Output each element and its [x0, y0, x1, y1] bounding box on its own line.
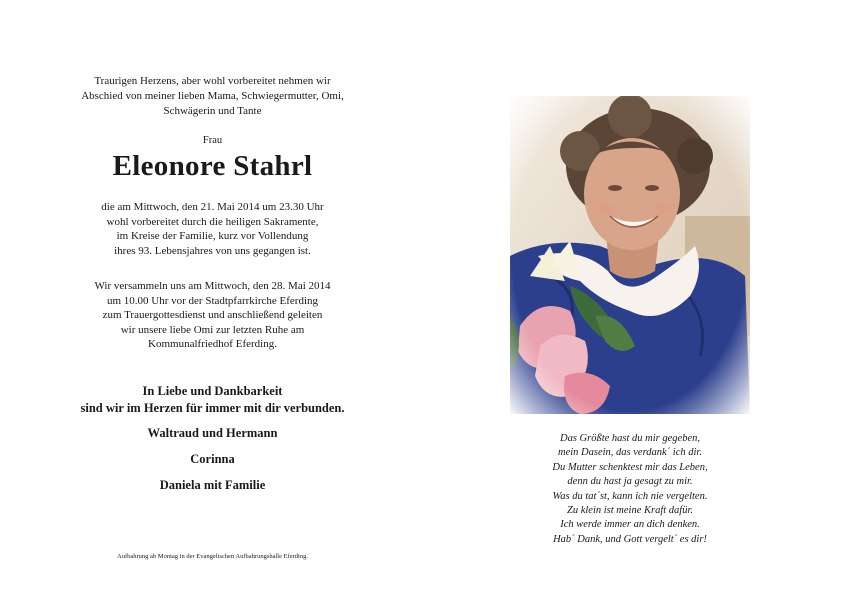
mourner-name: Waltraud und Hermann [147, 426, 278, 440]
intro-line: Schwägerin und Tante [163, 105, 262, 117]
portrait-photo [510, 96, 750, 414]
poem-line: Ich werde immer an dich denken. [560, 519, 700, 531]
poem-line: Das Größte hast du mir gegeben, [560, 433, 700, 444]
poem-line: Hab´ Dank, und Gott vergelt´ es dir! [553, 533, 707, 545]
salutation: Frau [202, 135, 223, 146]
funeral-info [40, 279, 385, 352]
poem-line: denn du hast ja gesagt zu mir. [567, 476, 693, 488]
intro-text [40, 74, 385, 119]
love-line: In Liebe und Dankbarkeit [142, 384, 283, 398]
mourner-name: Corinna [190, 452, 235, 466]
poem-line: mein Dasein, das verdank´ ich dir. [558, 447, 702, 459]
deceased-name: Eleonore Stahrl [112, 150, 313, 182]
footer-note: Aufbahrung ab Montag in der Evangelischen Aufbahrungshalle Eferding. [117, 553, 308, 560]
poem-line: Du Mutter schenktest mir das Leben, [552, 461, 708, 473]
funeral-line: wir unsere liebe Omi zur letzten Ruhe am [120, 323, 305, 336]
death-notice-line: die am Mittwoch, den 21. Mai 2014 um 23.30 Uhr [101, 201, 324, 213]
mourner-name: Daniela mit Familie [159, 478, 266, 492]
love-message [40, 383, 385, 417]
funeral-line: Wir versammeln uns am Mittwoch, den 28. Mai 2014 [94, 280, 331, 292]
love-line: sind wir im Herzen für immer mit dir verbunden. [80, 401, 345, 415]
death-notice-line: im Kreise der Familie, kurz vor Vollendung [116, 230, 309, 243]
poem-line: Zu klein ist meine Kraft dafür. [567, 505, 693, 517]
funeral-line: Kommunalfriedhof Eferding. [148, 338, 277, 351]
death-notice-line: ihres 93. Lebensjahres von uns gegangen ist. [114, 244, 311, 257]
intro-line: Abschied von meiner lieben Mama, Schwiegermutter, Omi, [81, 90, 344, 102]
death-notice-line: wohl vorbereitet durch die heiligen Sakramente, [106, 215, 319, 228]
poem [510, 432, 750, 547]
funeral-line: zum Trauergottesdienst und anschließend geleiten [102, 309, 323, 322]
poem-line: Was du tat´st, kann ich nie vergelten. [552, 490, 708, 502]
death-notice [40, 200, 385, 258]
funeral-line: um 10.00 Uhr vor der Stadtpfarrkirche Eferding [106, 294, 319, 307]
intro-line: Traurigen Herzens, aber wohl vorbereitet nehmen wir [94, 75, 331, 87]
